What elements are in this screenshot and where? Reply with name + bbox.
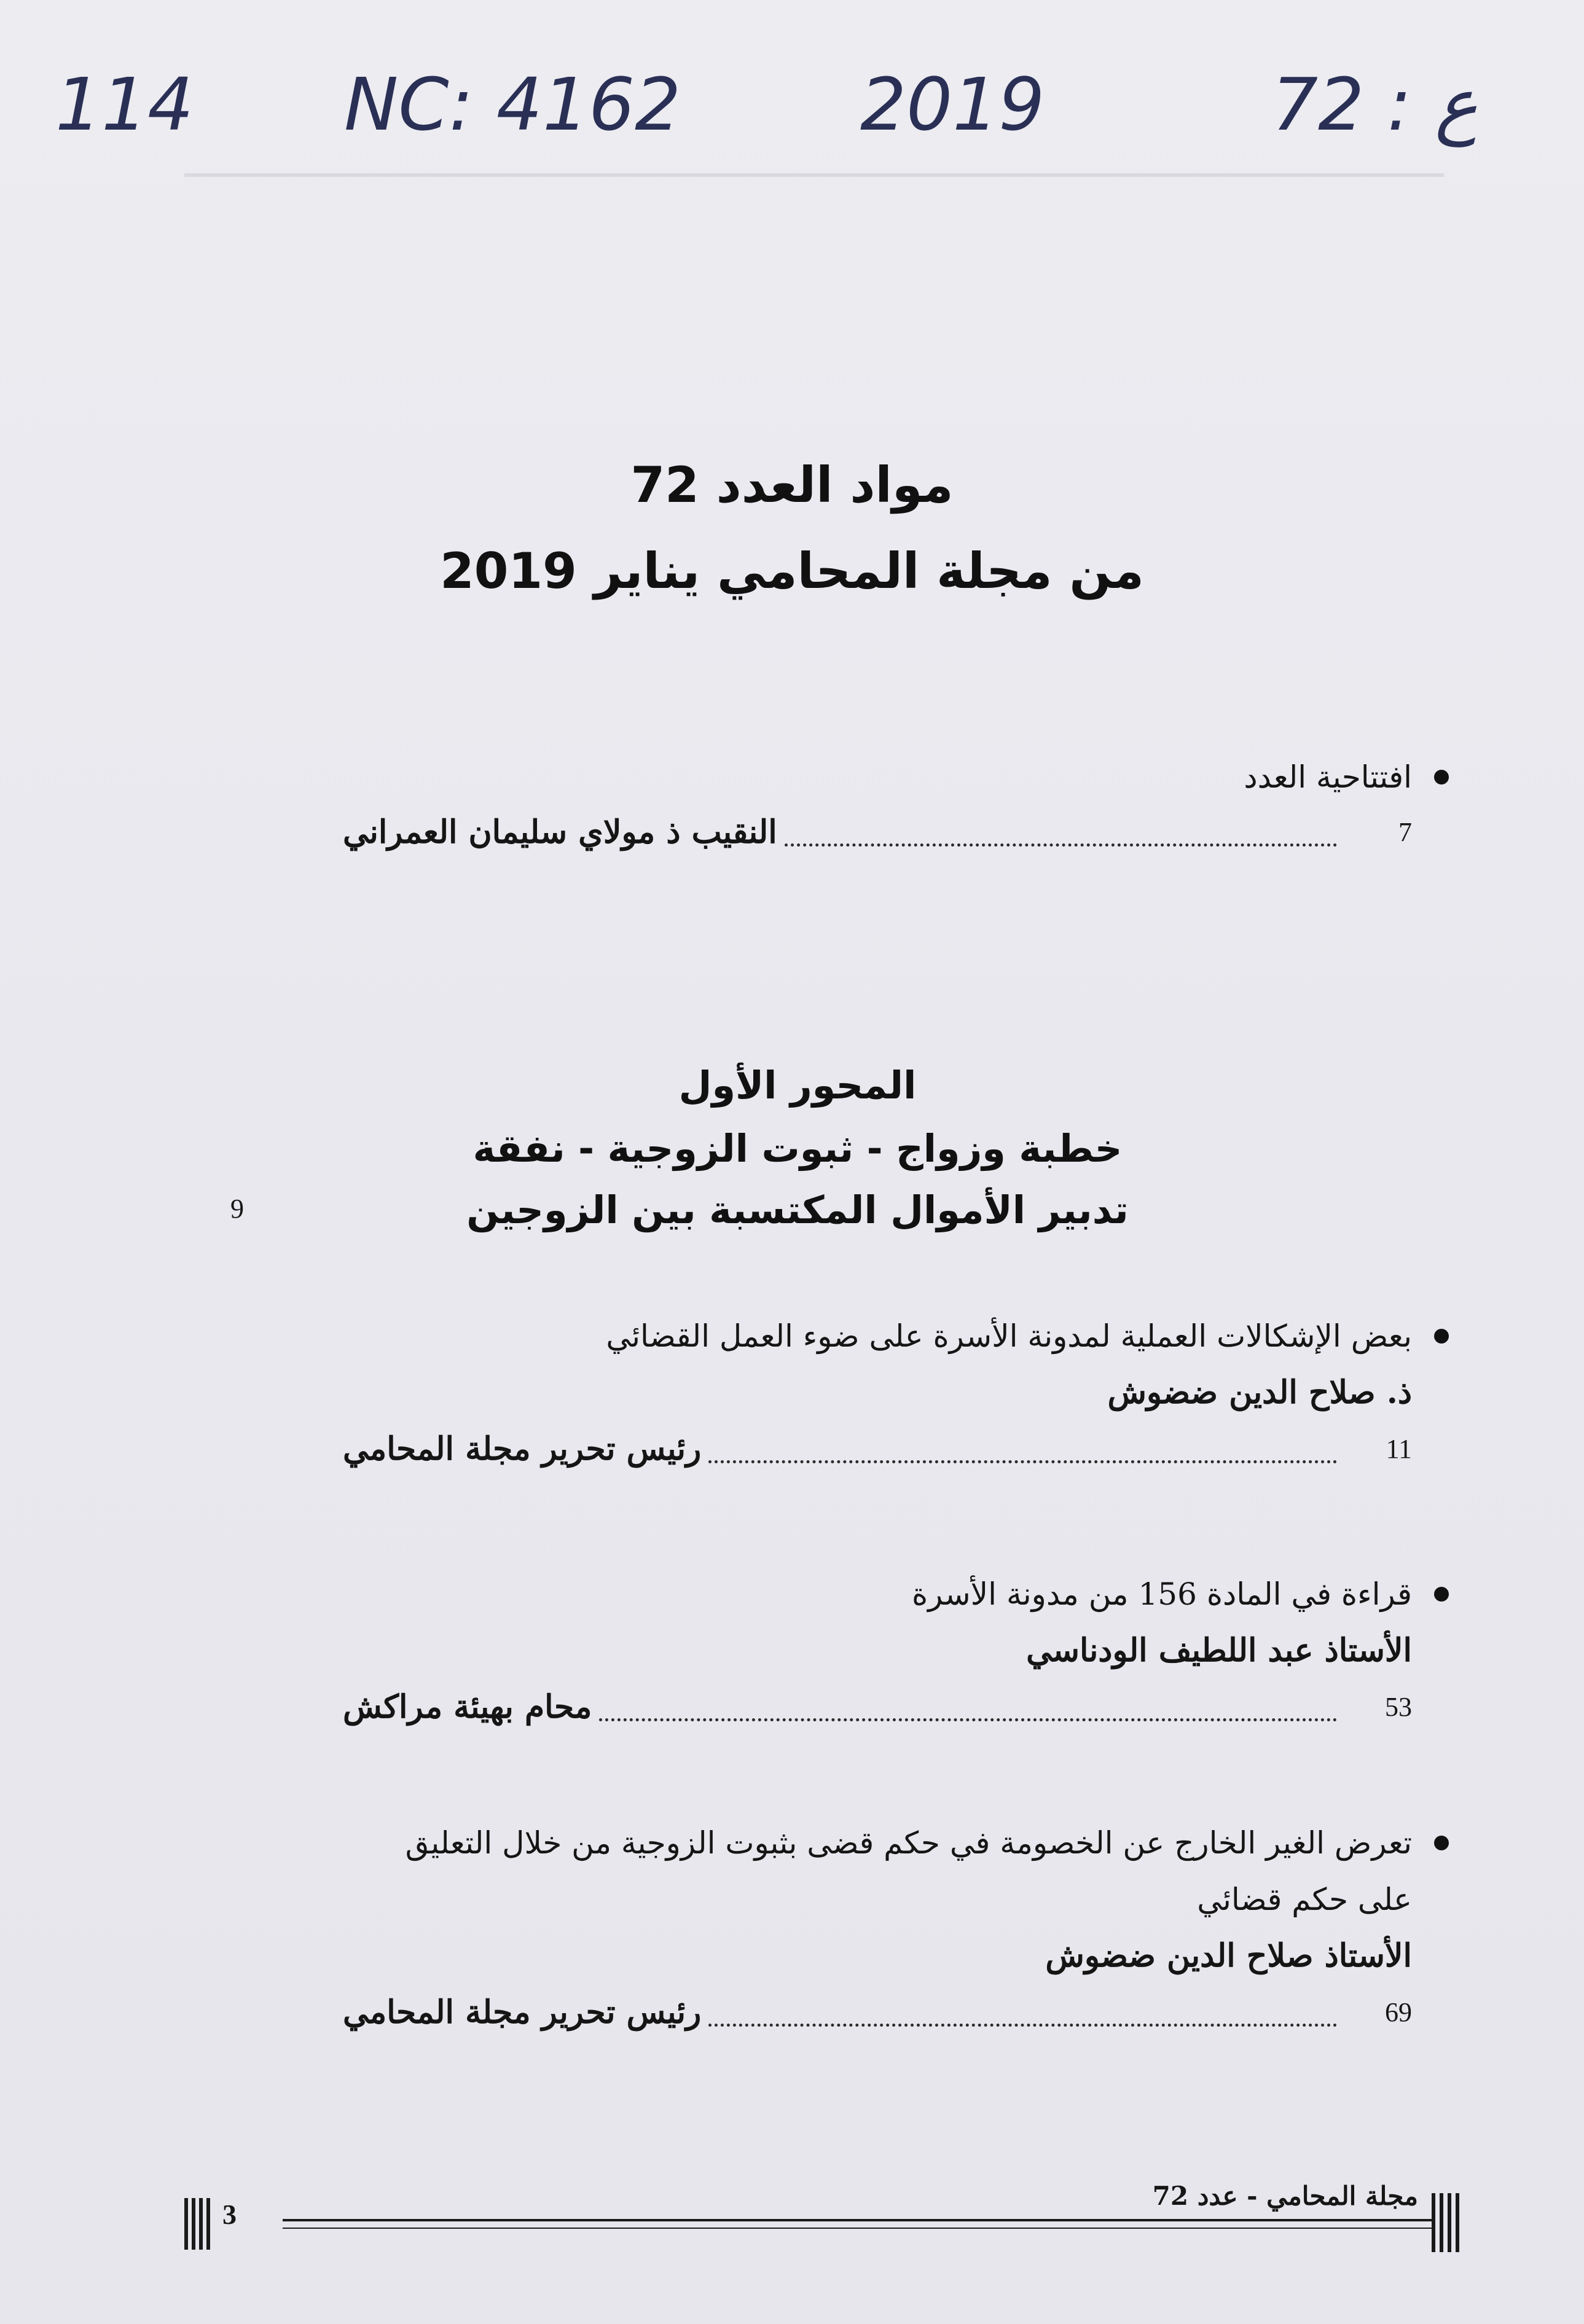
footer-ornament-left [184,2198,221,2250]
entry-page-number: 69 [1385,1997,1412,2027]
section-subheading-1: خطبة وزواج - ثبوت الزوجية - نفقة [472,1126,1123,1171]
dot-leader [708,2024,1337,2027]
toc-entry [220,1567,1449,1751]
section-subheading-2: تدبير الأموال المكتسبة بين الزوجين [466,1187,1129,1232]
dot-leader [785,843,1337,847]
entry-author-role: رئيس تحرير مجلة المحامي [343,1993,702,2031]
handwritten-year: 2019 [860,62,1045,147]
entry-subject: افتتاحية العدد [1244,759,1412,795]
handwritten-nc-number: NC: 4162 [344,62,681,147]
footer-ornament-right [1432,2193,1468,2252]
toc-entry [220,1815,1449,2061]
toc-row [343,1985,1412,2040]
entry-author: ذ. صلاح الدين ضضوش [1107,1374,1412,1411]
entry-subject: قراءة في المادة 156 من مدونة الأسرة [911,1576,1412,1612]
dot-leader [708,1460,1337,1463]
bullet-icon [1434,1329,1449,1344]
entry-subject: تعرض الغير الخارج عن الخصومة في حكم قضى بثبوت الزوجية من خلال التعليق [405,1825,1412,1861]
footer-page-number: 3 [222,2199,237,2230]
entry-page-number: 7 [1398,817,1412,847]
toc-row [343,805,1412,860]
toc-entry [220,1309,1449,1493]
dot-leader [599,1718,1337,1721]
bullet-icon [1434,1587,1449,1602]
entry-author-role: محام بهيئة مراكش [343,1688,592,1726]
entry-subject: بعض الإشكالات العملية لمدونة الأسرة على ضوء العمل القضائي [606,1318,1412,1354]
entry-subject-continued: على حكم قضائي [1197,1882,1412,1917]
handwritten-issue: 72 : ع [1272,62,1478,147]
toc-row [343,1422,1412,1477]
bullet-icon [1434,770,1449,784]
footer-journal-name: مجلة المحامي - عدد 72 [1152,2181,1418,2211]
section-heading: المحور الأول [678,1063,917,1108]
toc-row [343,1680,1412,1735]
entry-author: الأستاذ صلاح الدين ضضوش [1045,1937,1412,1974]
entry-author: الأستاذ عبد اللطيف الودناسي [1026,1632,1412,1669]
bleed-through-rule [184,173,1444,177]
entry-page-number: 11 [1386,1434,1412,1464]
entry-page-number: 53 [1385,1692,1412,1722]
section-page-number: 9 [230,1194,244,1224]
footer-rule-thin [283,2228,1432,2229]
bullet-icon [1434,1836,1449,1850]
page-title: مواد العدد 72 [630,456,954,514]
page-subtitle: من مجلة المحامي يناير 2019 [440,542,1144,600]
handwritten-page-ref: 114 [55,62,194,147]
entry-author: النقيب ذ مولاي سليمان العمراني [343,813,777,851]
toc-entry-opening [220,749,1449,872]
entry-author-role: رئيس تحرير مجلة المحامي [343,1430,702,1468]
